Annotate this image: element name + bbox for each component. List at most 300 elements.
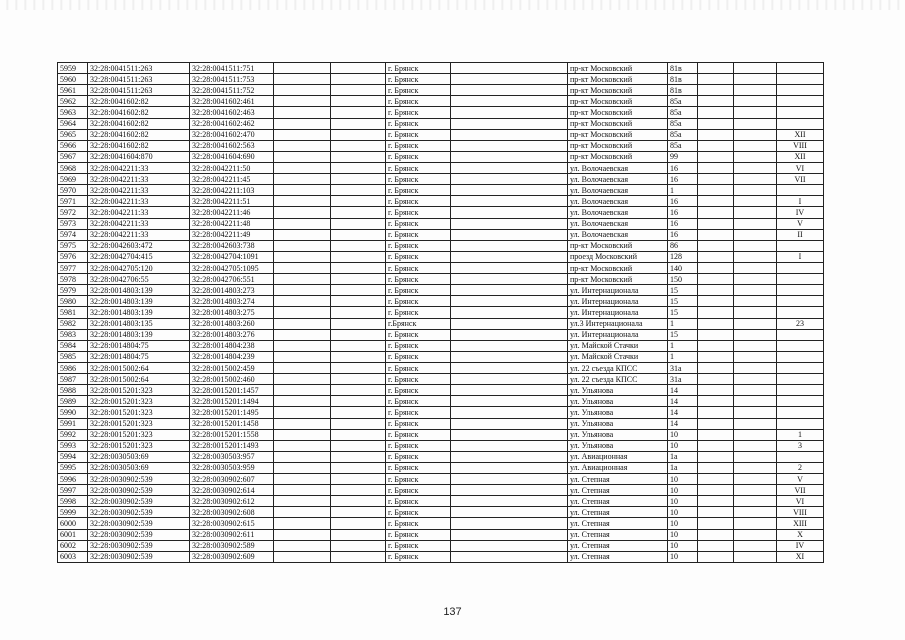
table-cell — [734, 262, 777, 273]
table-row — [58, 274, 824, 285]
table-cell — [274, 207, 331, 218]
table-cell: V — [777, 474, 824, 485]
table-row — [58, 296, 824, 307]
table-cell: г. Брянск — [386, 251, 451, 262]
table-cell — [734, 196, 777, 207]
table-cell: 32:28:0014803:273 — [190, 285, 274, 296]
table-cell — [698, 207, 734, 218]
table-cell — [777, 351, 824, 362]
table-cell: г. Брянск — [386, 485, 451, 496]
table-cell: 32:28:0014803:274 — [190, 296, 274, 307]
table-cell: 10 — [668, 429, 698, 440]
table-cell: 10 — [668, 529, 698, 540]
table-cell: ул.3 Интернационала — [568, 318, 668, 329]
table-cell: 85а — [668, 107, 698, 118]
table-cell: 6003 — [58, 551, 88, 562]
table-cell: 5984 — [58, 340, 88, 351]
table-cell — [698, 362, 734, 373]
table-cell: 32:28:0042705:1095 — [190, 262, 274, 273]
table-cell: 10 — [668, 518, 698, 529]
table-cell: ул. Волочаевская — [568, 162, 668, 173]
table-row — [58, 362, 824, 373]
table-cell — [274, 418, 331, 429]
table-cell: 16 — [668, 229, 698, 240]
table-cell — [777, 240, 824, 251]
table-cell: пр-кт Московский — [568, 96, 668, 107]
table-cell — [734, 307, 777, 318]
table-cell — [451, 107, 568, 118]
table-cell — [274, 96, 331, 107]
table-cell: г. Брянск — [386, 507, 451, 518]
table-cell — [274, 274, 331, 285]
table-cell — [451, 518, 568, 529]
table-cell — [331, 451, 386, 462]
table-cell — [331, 129, 386, 140]
table-cell — [274, 107, 331, 118]
table-cell: 14 — [668, 418, 698, 429]
table-cell: 32:28:0042211:48 — [190, 218, 274, 229]
table-cell: I — [777, 251, 824, 262]
table-cell: 32:28:0042211:33 — [88, 207, 190, 218]
table-cell: 32:28:0042211:33 — [88, 196, 190, 207]
table-cell — [698, 262, 734, 273]
table-row — [58, 129, 824, 140]
table-cell — [734, 440, 777, 451]
table-cell — [274, 162, 331, 173]
table-cell: 5997 — [58, 485, 88, 496]
table-cell: ул. 22 съезда КПСС — [568, 374, 668, 385]
table-cell: I — [777, 196, 824, 207]
table-row — [58, 429, 824, 440]
table-cell: 32:28:0041511:263 — [88, 74, 190, 85]
table-cell — [698, 63, 734, 74]
table-cell — [331, 262, 386, 273]
table-cell: 31а — [668, 362, 698, 373]
table-cell: 32:28:0015201:1457 — [190, 385, 274, 396]
table-cell: 32:28:0030902:539 — [88, 474, 190, 485]
table-cell: 1 — [668, 185, 698, 196]
table-cell — [451, 185, 568, 196]
table-cell — [331, 374, 386, 385]
table-cell: 5961 — [58, 85, 88, 96]
table-cell — [734, 329, 777, 340]
table-cell — [734, 340, 777, 351]
table-row — [58, 462, 824, 473]
table-cell — [734, 274, 777, 285]
table-cell: II — [777, 229, 824, 240]
table-cell: XII — [777, 151, 824, 162]
table-cell — [274, 529, 331, 540]
table-cell: 32:28:0015201:1494 — [190, 396, 274, 407]
table-cell: 32:28:0030503:957 — [190, 451, 274, 462]
table-cell: 32:28:0041602:82 — [88, 129, 190, 140]
table-cell: г. Брянск — [386, 429, 451, 440]
table-cell: 32:28:0014803:139 — [88, 307, 190, 318]
table-cell: 5974 — [58, 229, 88, 240]
table-cell: 32:28:0030902:539 — [88, 496, 190, 507]
table-cell: г. Брянск — [386, 140, 451, 151]
table-cell: г. Брянск — [386, 407, 451, 418]
table-cell: 15 — [668, 296, 698, 307]
table-cell — [777, 262, 824, 273]
table-cell — [698, 174, 734, 185]
table-cell — [274, 118, 331, 129]
table-row — [58, 507, 824, 518]
table-row — [58, 440, 824, 451]
table-cell: 5966 — [58, 140, 88, 151]
table-cell: пр-кт Московский — [568, 262, 668, 273]
table-cell: 32:28:0042211:33 — [88, 162, 190, 173]
table-cell: ул. Степная — [568, 496, 668, 507]
table-cell — [331, 251, 386, 262]
table-cell: ул. 22 съезда КПСС — [568, 362, 668, 373]
table-cell: ул. Степная — [568, 551, 668, 562]
table-cell — [698, 107, 734, 118]
registry-rows — [58, 63, 824, 563]
table-cell: XI — [777, 551, 824, 562]
table-cell: 10 — [668, 474, 698, 485]
table-cell — [734, 462, 777, 473]
table-cell: 1 — [668, 340, 698, 351]
table-cell: г. Брянск — [386, 63, 451, 74]
table-cell: 10 — [668, 540, 698, 551]
table-row — [58, 96, 824, 107]
table-cell — [274, 451, 331, 462]
table-cell — [274, 551, 331, 562]
table-cell — [451, 162, 568, 173]
table-cell — [698, 318, 734, 329]
table-cell — [698, 74, 734, 85]
table-cell — [331, 96, 386, 107]
table-row — [58, 307, 824, 318]
table-cell: г. Брянск — [386, 474, 451, 485]
table-cell — [331, 162, 386, 173]
table-cell: 32:28:0030902:539 — [88, 529, 190, 540]
table-cell — [698, 507, 734, 518]
scan-edge-noise — [0, 0, 905, 10]
table-cell: 5976 — [58, 251, 88, 262]
table-cell: 32:28:0015201:323 — [88, 429, 190, 440]
table-cell — [274, 540, 331, 551]
table-cell: пр-кт Московский — [568, 74, 668, 85]
table-cell: г. Брянск — [386, 518, 451, 529]
table-cell — [274, 129, 331, 140]
table-cell — [331, 218, 386, 229]
table-row — [58, 207, 824, 218]
table-cell — [777, 274, 824, 285]
page-number: 137 — [443, 606, 462, 618]
table-cell: X — [777, 529, 824, 540]
table-row — [58, 451, 824, 462]
table-cell — [274, 140, 331, 151]
table-cell: 32:28:0030503:959 — [190, 462, 274, 473]
table-cell — [451, 451, 568, 462]
table-cell: пр-кт Московский — [568, 107, 668, 118]
table-cell — [451, 218, 568, 229]
table-cell: 81в — [668, 63, 698, 74]
table-cell — [451, 474, 568, 485]
table-cell: 32:28:0015002:459 — [190, 362, 274, 373]
table-cell: г. Брянск — [386, 329, 451, 340]
table-cell: 5998 — [58, 496, 88, 507]
table-cell: 32:28:0014804:75 — [88, 351, 190, 362]
table-cell — [734, 496, 777, 507]
table-cell — [331, 107, 386, 118]
table-cell — [274, 63, 331, 74]
table-cell — [331, 407, 386, 418]
table-cell: 5965 — [58, 129, 88, 140]
table-cell: 32:28:0042211:49 — [190, 229, 274, 240]
table-cell: 81в — [668, 85, 698, 96]
table-cell: 32:28:0041602:82 — [88, 107, 190, 118]
table-cell: пр-кт Московский — [568, 274, 668, 285]
table-cell: ул. Авиационная — [568, 451, 668, 462]
table-cell: 5970 — [58, 185, 88, 196]
table-cell — [331, 385, 386, 396]
table-cell — [331, 540, 386, 551]
table-cell — [331, 185, 386, 196]
table-cell — [451, 207, 568, 218]
table-cell — [698, 396, 734, 407]
table-cell: IV — [777, 207, 824, 218]
table-cell — [698, 307, 734, 318]
table-cell: 10 — [668, 551, 698, 562]
table-cell: 32:28:0041602:82 — [88, 96, 190, 107]
table-cell — [734, 174, 777, 185]
table-cell — [777, 85, 824, 96]
table-cell: г. Брянск — [386, 451, 451, 462]
table-cell — [734, 407, 777, 418]
table-cell: 32:28:0041511:753 — [190, 74, 274, 85]
table-cell: 32:28:0042706:55 — [88, 274, 190, 285]
table-cell: 32:28:0015201:1558 — [190, 429, 274, 440]
table-cell: ул. Ульянова — [568, 440, 668, 451]
table-row — [58, 418, 824, 429]
table-cell: г. Брянск — [386, 496, 451, 507]
table-cell: 5982 — [58, 318, 88, 329]
table-cell: 32:28:0041602:461 — [190, 96, 274, 107]
table-cell: VII — [777, 485, 824, 496]
table-cell — [698, 240, 734, 251]
table-cell: 1 — [668, 318, 698, 329]
table-cell: 5988 — [58, 385, 88, 396]
table-cell — [698, 129, 734, 140]
table-cell — [734, 118, 777, 129]
table-cell: VIII — [777, 140, 824, 151]
table-cell — [734, 240, 777, 251]
table-cell — [274, 318, 331, 329]
table-cell — [451, 551, 568, 562]
table-cell — [331, 362, 386, 373]
table-cell: г. Брянск — [386, 229, 451, 240]
table-cell — [734, 162, 777, 173]
table-cell: 85а — [668, 129, 698, 140]
table-cell — [274, 429, 331, 440]
table-cell — [734, 385, 777, 396]
table-cell — [734, 485, 777, 496]
table-cell — [698, 85, 734, 96]
table-cell — [734, 107, 777, 118]
table-cell — [331, 496, 386, 507]
table-cell — [274, 496, 331, 507]
table-cell — [698, 496, 734, 507]
table-cell: ул. Степная — [568, 485, 668, 496]
table-cell: 32:28:0030902:539 — [88, 507, 190, 518]
table-cell — [274, 407, 331, 418]
table-row — [58, 374, 824, 385]
table-cell — [274, 440, 331, 451]
table-cell: ул. Майской Стачки — [568, 340, 668, 351]
table-cell — [451, 374, 568, 385]
table-cell: г. Брянск — [386, 196, 451, 207]
table-cell: 32:28:0015201:1458 — [190, 418, 274, 429]
table-cell: 5986 — [58, 362, 88, 373]
table-cell: VI — [777, 496, 824, 507]
table-cell — [274, 240, 331, 251]
table-cell — [331, 274, 386, 285]
table-cell: г. Брянск — [386, 174, 451, 185]
table-cell — [331, 474, 386, 485]
table-cell — [331, 285, 386, 296]
table-row — [58, 485, 824, 496]
table-cell: 1 — [668, 351, 698, 362]
table-cell: пр-кт Московский — [568, 240, 668, 251]
table-cell — [331, 318, 386, 329]
table-cell: г. Брянск — [386, 285, 451, 296]
table-row — [58, 229, 824, 240]
table-cell: 16 — [668, 218, 698, 229]
table-cell — [451, 351, 568, 362]
table-row — [58, 196, 824, 207]
table-cell: 5999 — [58, 507, 88, 518]
table-cell: 99 — [668, 151, 698, 162]
table-cell: 32:28:0030503:69 — [88, 451, 190, 462]
table-row — [58, 218, 824, 229]
table-cell — [451, 418, 568, 429]
table-cell: г. Брянск — [386, 74, 451, 85]
table-cell: 32:28:0030902:615 — [190, 518, 274, 529]
table-cell: 32:28:0042211:33 — [88, 229, 190, 240]
table-cell — [777, 385, 824, 396]
table-cell: проезд Московский — [568, 251, 668, 262]
table-cell: 32:28:0030902:539 — [88, 551, 190, 562]
table-cell: г. Брянск — [386, 529, 451, 540]
table-cell: 32:28:0042211:33 — [88, 218, 190, 229]
table-cell: 32:28:0041511:263 — [88, 63, 190, 74]
table-cell — [777, 329, 824, 340]
table-cell — [698, 274, 734, 285]
table-cell: 10 — [668, 507, 698, 518]
table-cell — [777, 74, 824, 85]
table-cell — [698, 218, 734, 229]
table-cell: 5983 — [58, 329, 88, 340]
table-cell: 10 — [668, 485, 698, 496]
table-row — [58, 340, 824, 351]
table-cell — [274, 196, 331, 207]
table-cell: ул. Интернационала — [568, 307, 668, 318]
table-row — [58, 185, 824, 196]
table-cell — [698, 96, 734, 107]
table-cell: 5989 — [58, 396, 88, 407]
table-cell: 5964 — [58, 118, 88, 129]
table-cell — [451, 340, 568, 351]
table-cell: 5962 — [58, 96, 88, 107]
table-cell — [451, 229, 568, 240]
table-cell — [698, 285, 734, 296]
table-cell: 23 — [777, 318, 824, 329]
table-cell: 5971 — [58, 196, 88, 207]
table-cell: г. Брянск — [386, 351, 451, 362]
table-cell: 6001 — [58, 529, 88, 540]
table-cell — [451, 318, 568, 329]
table-cell: 32:28:0030503:69 — [88, 462, 190, 473]
table-cell — [698, 385, 734, 396]
table-cell: ул. Степная — [568, 507, 668, 518]
table-cell: 15 — [668, 329, 698, 340]
table-cell: 85а — [668, 118, 698, 129]
table-cell: 32:28:0041604:870 — [88, 151, 190, 162]
table-cell — [451, 174, 568, 185]
table-cell: 5993 — [58, 440, 88, 451]
table-cell: 5994 — [58, 451, 88, 462]
table-cell — [274, 385, 331, 396]
table-cell: г. Брянск — [386, 418, 451, 429]
table-cell — [451, 196, 568, 207]
table-cell: 32:28:0042211:50 — [190, 162, 274, 173]
table-cell — [331, 418, 386, 429]
table-cell — [698, 196, 734, 207]
table-cell: 32:28:0042211:103 — [190, 185, 274, 196]
table-cell: 5977 — [58, 262, 88, 273]
table-cell: 2 — [777, 462, 824, 473]
table-cell — [777, 407, 824, 418]
table-cell: 32:28:0042705:120 — [88, 262, 190, 273]
table-cell — [331, 529, 386, 540]
table-cell: пр-кт Московский — [568, 151, 668, 162]
table-cell: 32:28:0041511:263 — [88, 85, 190, 96]
table-cell: VII — [777, 174, 824, 185]
table-cell: 32:28:0015201:1495 — [190, 407, 274, 418]
table-cell: 5985 — [58, 351, 88, 362]
table-cell: 10 — [668, 496, 698, 507]
table-cell: ул. Ульянова — [568, 385, 668, 396]
table-cell — [698, 429, 734, 440]
table-cell — [331, 174, 386, 185]
table-cell: 32:28:0015002:460 — [190, 374, 274, 385]
table-cell — [734, 218, 777, 229]
table-cell: г. Брянск — [386, 340, 451, 351]
table-row — [58, 318, 824, 329]
table-cell: ул. Интернационала — [568, 285, 668, 296]
table-cell: 32:28:0042704:1091 — [190, 251, 274, 262]
table-cell — [698, 374, 734, 385]
table-cell: 32:28:0042704:415 — [88, 251, 190, 262]
table-cell — [698, 451, 734, 462]
table-cell — [698, 296, 734, 307]
table-cell: 15 — [668, 307, 698, 318]
table-row — [58, 518, 824, 529]
table-cell: г. Брянск — [386, 396, 451, 407]
table-cell: ул. Майской Стачки — [568, 351, 668, 362]
table-row — [58, 107, 824, 118]
table-cell: 32:28:0030902:607 — [190, 474, 274, 485]
table-cell: г. Брянск — [386, 296, 451, 307]
table-cell: пр-кт Московский — [568, 129, 668, 140]
table-cell — [274, 151, 331, 162]
table-cell: IV — [777, 540, 824, 551]
table-cell — [274, 374, 331, 385]
table-cell — [451, 396, 568, 407]
